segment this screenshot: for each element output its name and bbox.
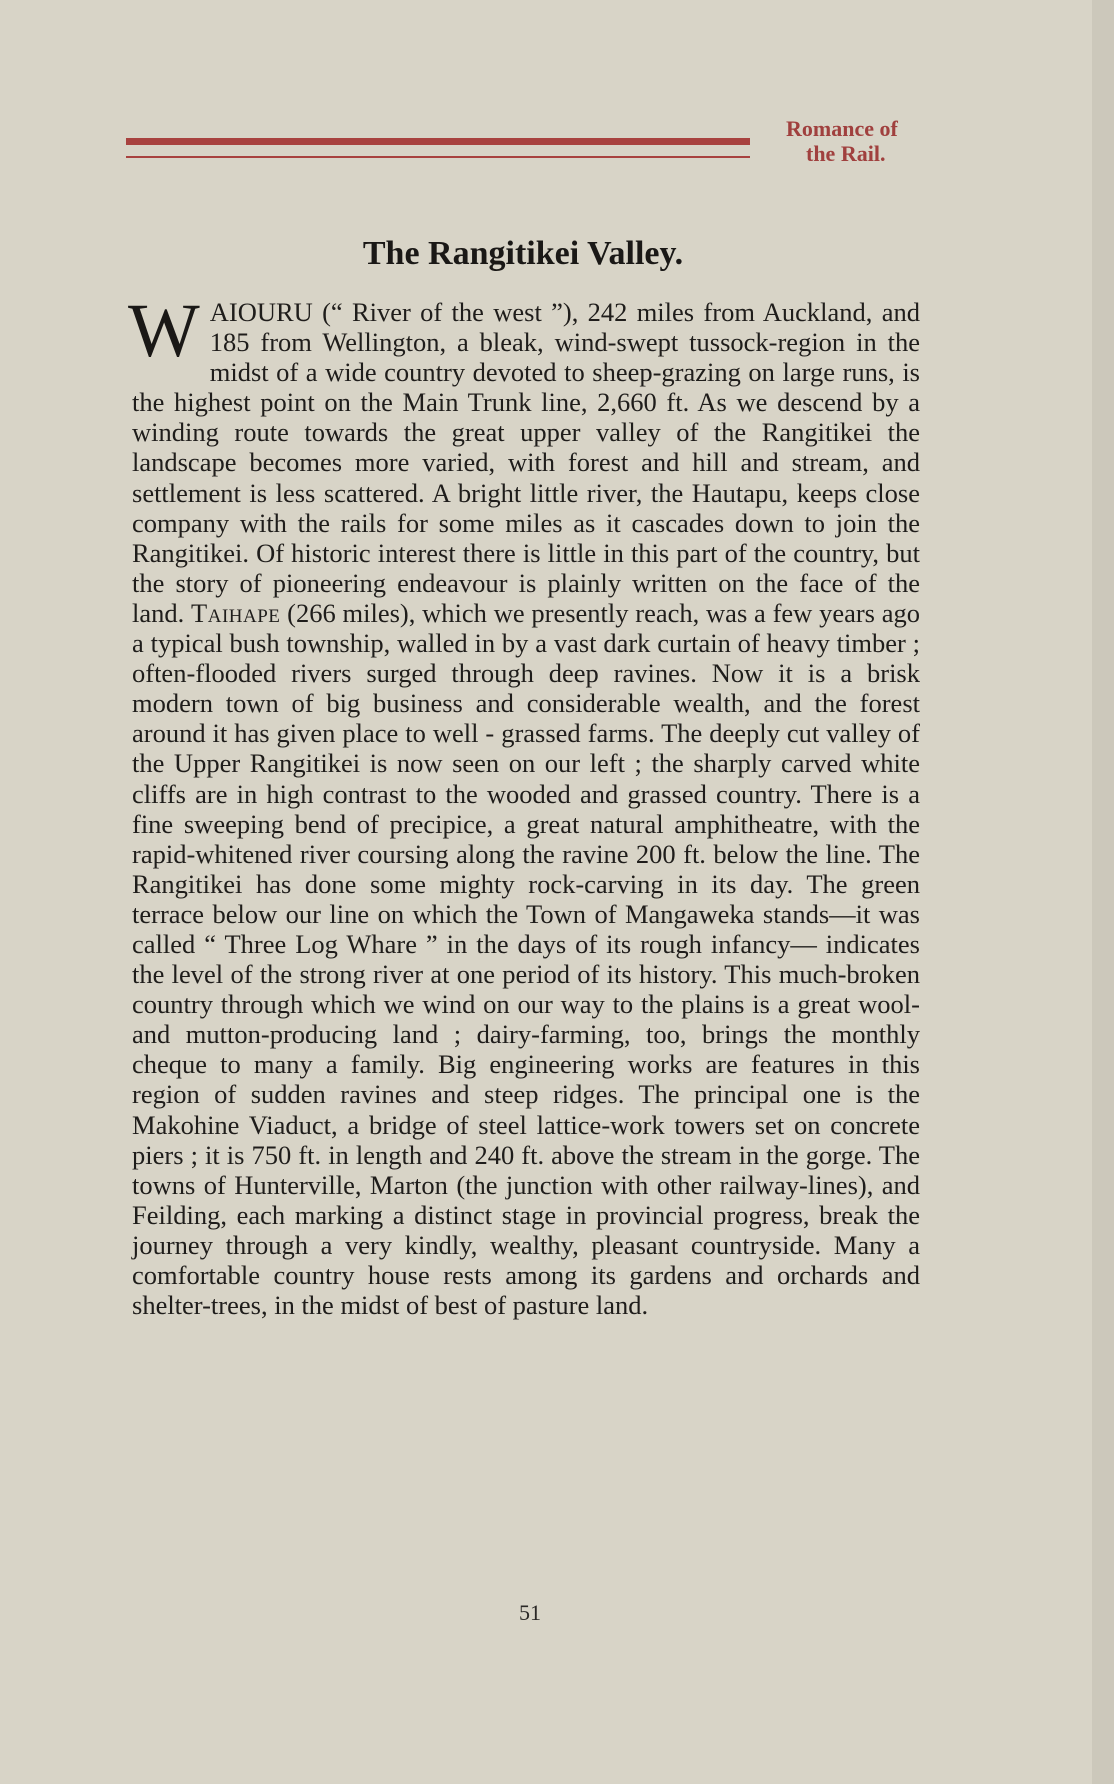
running-head [770, 116, 950, 166]
body-text-part-1: AIOURU (“ River of the west ”), 242 miles from Auckland, and 185 from Wellington, a bleak, wind-swept tussock-region in the midst of a wide country devoted to sheep-grazing on large runs, is the highest point on the Main Trunk line, 2,660 ft. As we descend by a winding route towards the great upper valley of the Rangitikei the landscape becomes more varied, with forest and hill and stream, and settlement is less scattered. A bright little river, the Hautapu, keeps close company with the rails for some miles as it cascades down to join the Rangitikei. Of historic interest there is little in this part of the country, but the story of pioneering endeavour is plainly written on the face of the land. [132, 297, 920, 628]
running-head-line-1: Romance of [786, 116, 898, 141]
header-rule-thin [126, 156, 750, 158]
page-edge [1092, 0, 1114, 1784]
body-text-part-2: (266 miles), which we presently reach, was a few years ago a typical bush township, walled in by a vast dark curtain of heavy timber ; often-flooded rivers surged through deep ravines. Now it is a brisk modern town of big business and considerable wealth, and the forest around it has given place to well - grassed farms. The deeply cut valley of the Upper Rangitikei is now seen on our left ; the sharply carved white cliffs are in high contrast to the wooded and grassed country. There is a fine sweeping bend of precipice, a great natural amphitheatre, with the rapid-whitened river coursing along the ravine 200 ft. below the line. The Rangitikei has done some mighty rock-carving in its day. The green terrace below our line on which the Town of Mangaweka stands—it was called “ Three Log Whare ” in the days of its rough infancy— indicates the level of the strong river at one period of its history. This much-broken country through which we wind on our way to the plains is a great wool- and mutton-producing land ; dairy-farming, too, brings the monthly cheque to many a family. Big engineering works are features in this region of sudden ravines and steep ridges. The principal one is the Makohine Viaduct, a bridge of steel lattice-work towers set on concrete piers ; it is 750 ft. in length and 240 ft. above the stream in the gorge. The towns of Hunterville, Marton (the junction with other railway-lines), and Feilding, each marking a distinct stage in provincial progress, break the journey through a very kindly, wealthy, pleasant countryside. Many a comfortable country house rests among its gardens and orchards and shelter-trees, in the midst of best of pasture land. [132, 597, 921, 1321]
drop-cap: W [128, 289, 200, 373]
place-name-taihape: Taihape [191, 597, 281, 628]
header-rule-thick [126, 138, 750, 145]
running-head-line-2: the Rail. [806, 141, 886, 166]
body-paragraph [128, 289, 921, 1321]
chapter-title: The Rangitikei Valley. [362, 235, 684, 272]
page-number: 51 [519, 1600, 541, 1625]
